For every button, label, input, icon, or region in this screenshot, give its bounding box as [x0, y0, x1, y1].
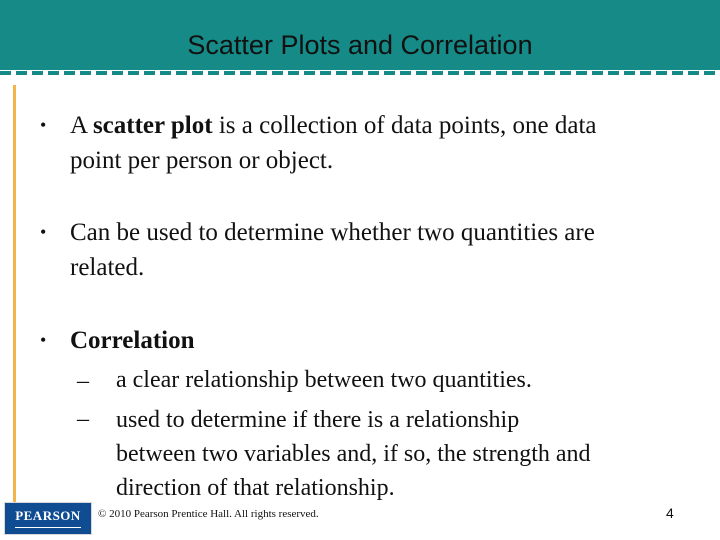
sub-bullet-2-line-2: between two variables and, if so, the strength and — [116, 441, 591, 467]
bullet-1-bold-term: scatter plot — [92, 112, 213, 139]
copyright-notice: © 2010 Pearson Prentice Hall. All rights reserved. — [98, 508, 319, 520]
sub-bullet-2-line-3: direction of that relationship. — [116, 475, 395, 501]
pearson-logo — [4, 502, 92, 535]
bullet-2-line-2: related. — [70, 254, 145, 281]
bullet-1-line-2: point per person or object. — [70, 147, 334, 174]
sub-bullet-marker: – — [77, 368, 89, 394]
bullet-2-line-1: Can be used to determine whether two quantities are — [70, 219, 595, 246]
sub-bullet-marker: – — [77, 406, 89, 432]
logo-text: PEARSON — [15, 508, 81, 523]
bullet-marker: • — [40, 115, 47, 135]
sub-bullet-2-line-1: used to determine if there is a relationship — [116, 407, 520, 433]
page-number: 4 — [666, 505, 674, 521]
bullet-marker: • — [40, 222, 47, 242]
sub-bullet-1-line-1: a clear relationship between two quantities. — [116, 367, 532, 393]
bullet-1-line-1: A scatter plot is a collection of data points, one data — [70, 112, 597, 139]
bullet-3-label: Correlation — [70, 327, 195, 354]
logo-underline — [15, 527, 81, 528]
bullet-marker: • — [40, 330, 47, 350]
slide-title: Scatter Plots and Correlation — [187, 30, 533, 60]
